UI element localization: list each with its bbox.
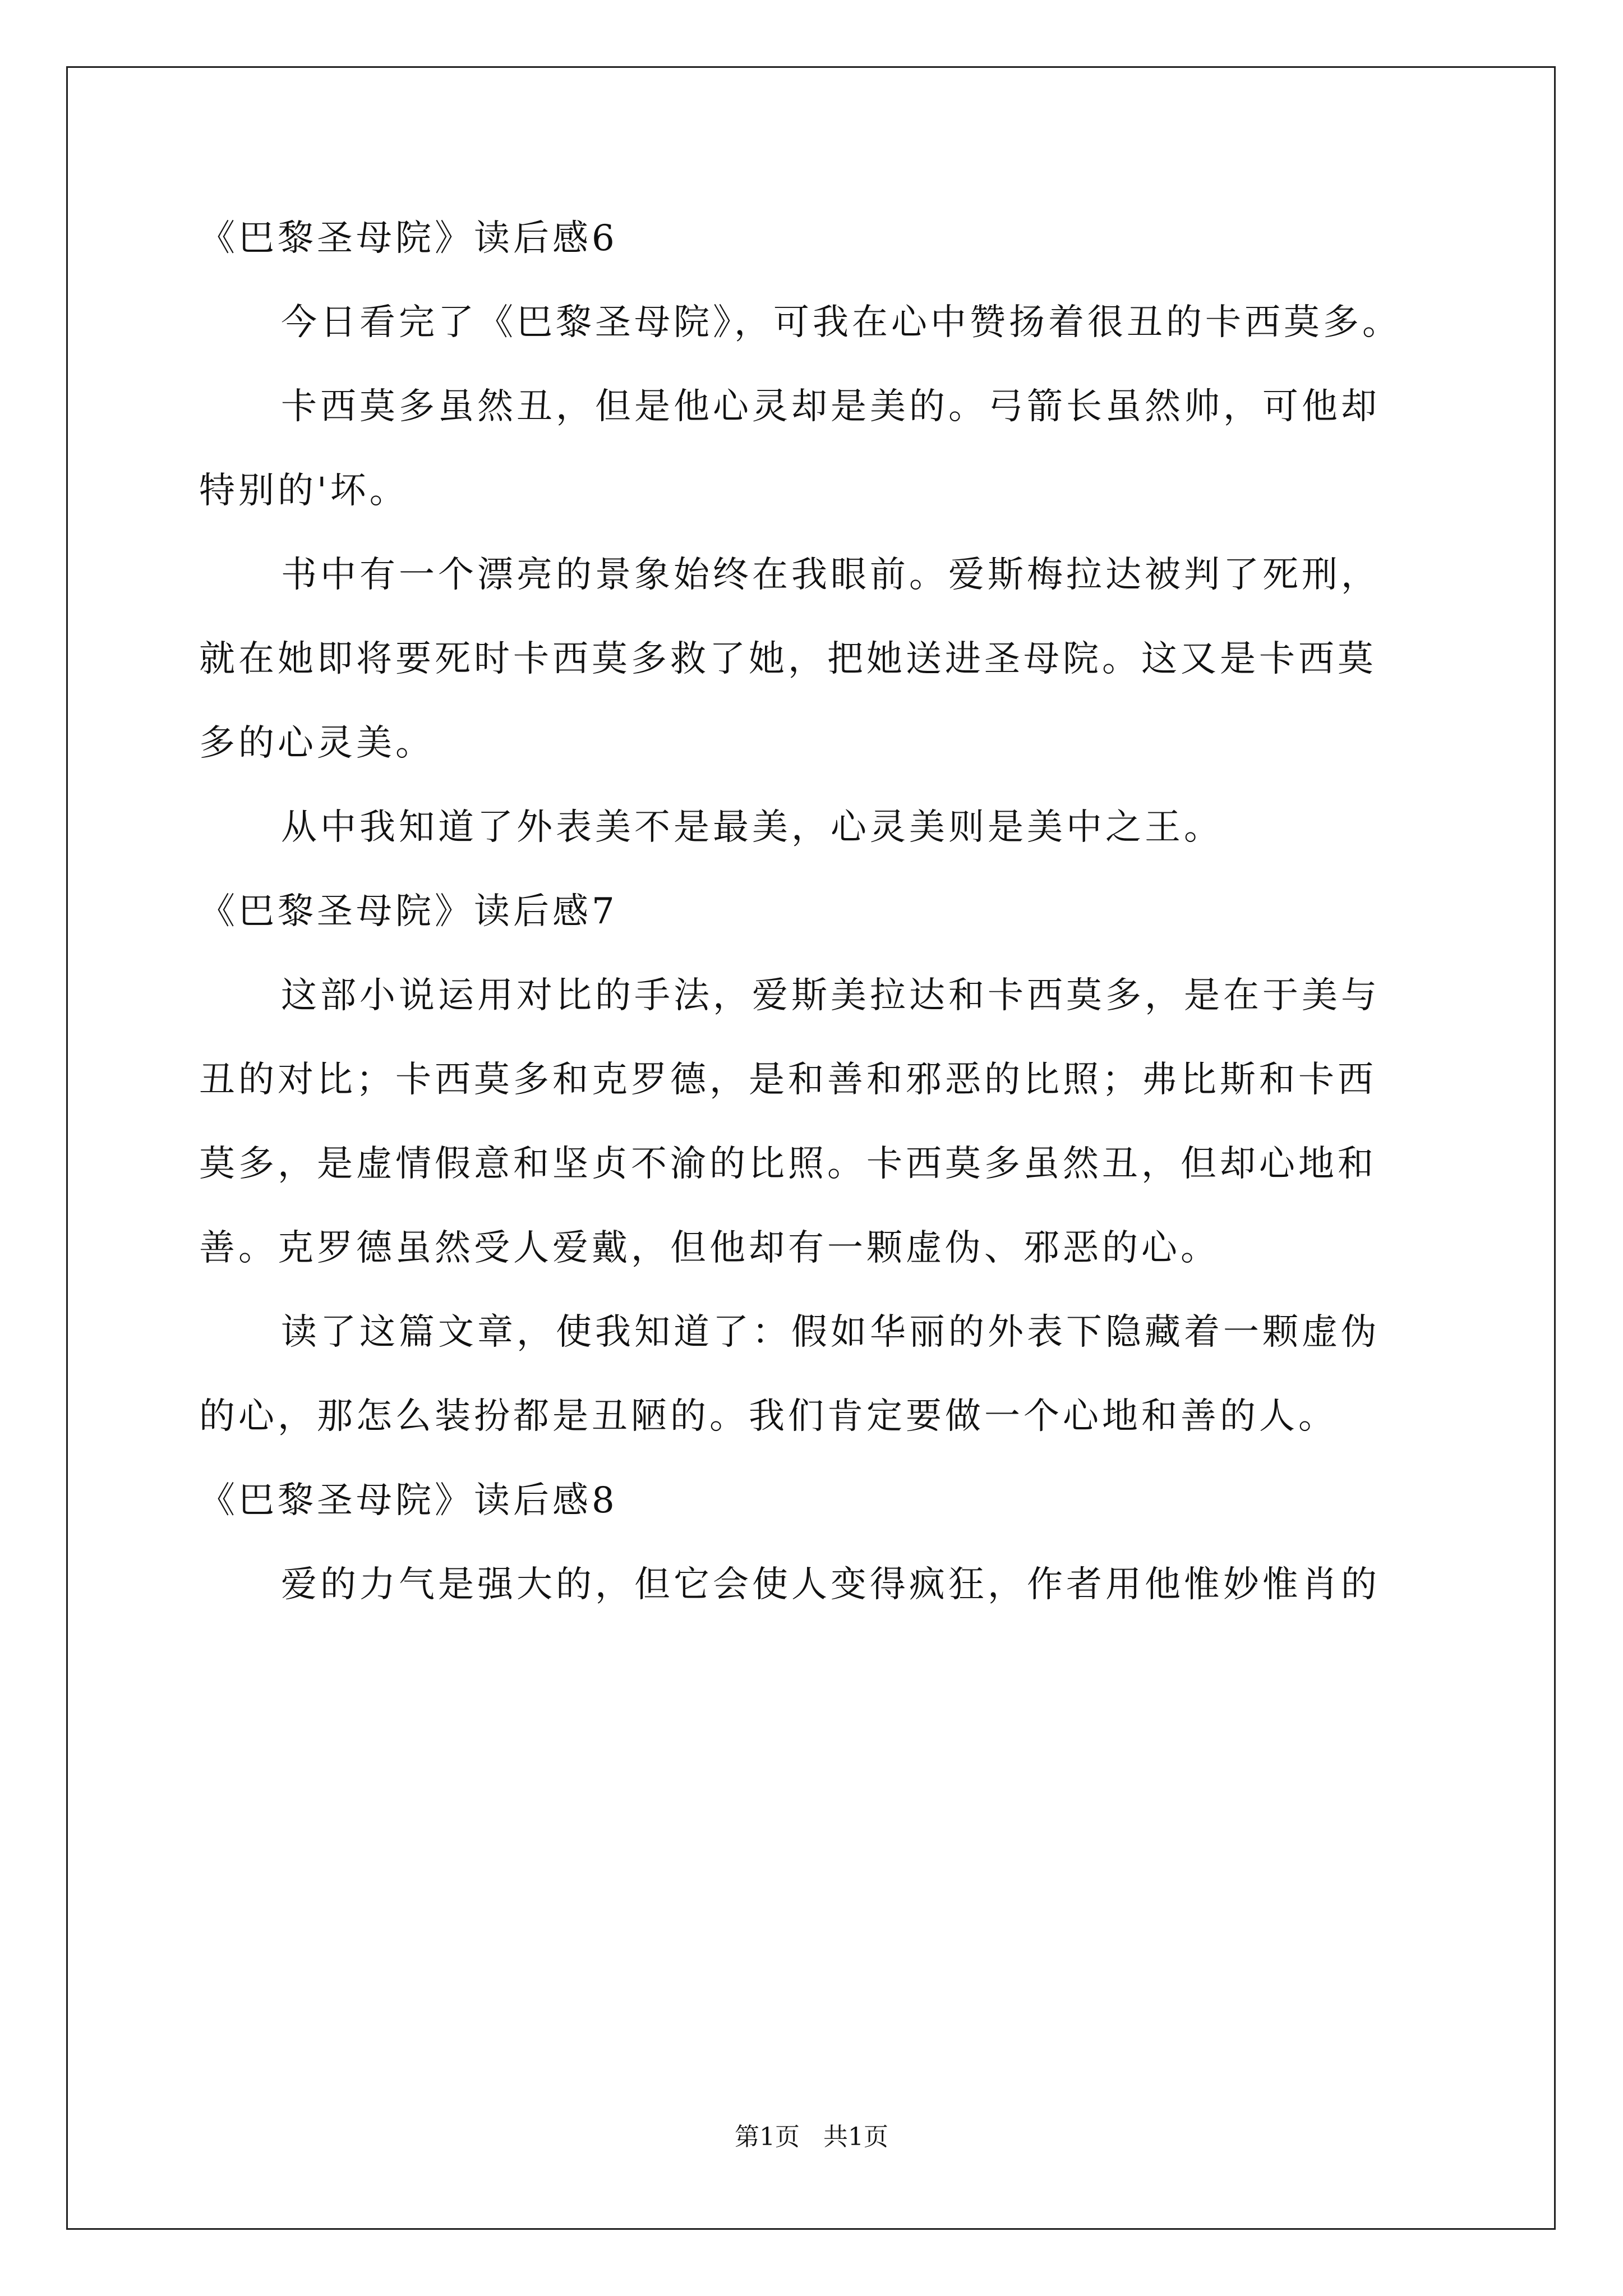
text-line: 善。克罗德虽然受人爱戴，但他却有一颗虚伪、邪恶的心。: [199, 1227, 1220, 1269]
text-line: 莫多，是虚情假意和坚贞不渝的比照。卡西莫多虽然丑，但却心地和: [199, 1143, 1377, 1185]
text-line: 丑的对比；卡西莫多和克罗德，是和善和邪恶的比照；弗比斯和卡西: [199, 1059, 1377, 1101]
section-heading: 《巴黎圣母院》读后感8: [199, 1480, 618, 1521]
text-line: 多的心灵美。: [199, 723, 435, 764]
section-heading: 《巴黎圣母院》读后感7: [199, 891, 618, 932]
text-line: 卡西莫多虽然丑，但是他心灵却是美的。弓箭长虽然帅，可他却: [281, 386, 1380, 427]
text-line: 的心，那怎么装扮都是丑陋的。我们肯定要做一个心地和善的人。: [199, 1396, 1338, 1437]
text-line: 读了这篇文章，使我知道了：假如华丽的外表下隐藏着一颗虚伪: [281, 1312, 1380, 1353]
text-line: 特别的'坏。: [199, 470, 409, 512]
text-line: 爱的力气是强大的，但它会使人变得疯狂，作者用他惟妙惟肖的: [281, 1564, 1380, 1605]
text-line: 就在她即将要死时卡西莫多救了她，把她送进圣母院。这又是卡西莫: [199, 638, 1377, 680]
text-line: 这部小说运用对比的手法，爱斯美拉达和卡西莫多，是在于美与: [281, 975, 1380, 1016]
text-line: 书中有一个漂亮的景象始终在我眼前。爱斯梅拉达被判了死刑，: [281, 554, 1380, 596]
page-footer: 第1页 共1页: [735, 2123, 888, 2151]
section-heading: 《巴黎圣母院》读后感6: [199, 218, 618, 259]
text-line: 今日看完了《巴黎圣母院》，可我在心中赞扬着很丑的卡西莫多。: [281, 302, 1401, 343]
text-line: 从中我知道了外表美不是最美，心灵美则是美中之王。: [281, 807, 1223, 848]
document-body: [199, 196, 1438, 1627]
